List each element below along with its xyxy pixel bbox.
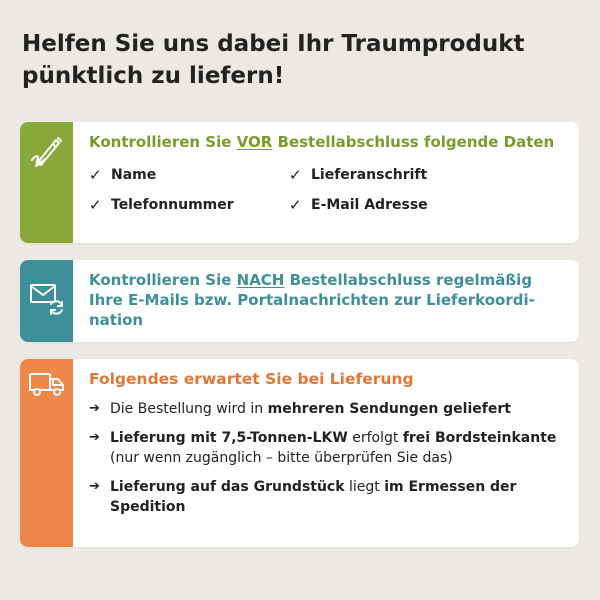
bullet-text [110,477,569,517]
bullet-text [110,399,511,419]
title-emphasis: NACH [236,271,285,289]
check-item-name [89,165,289,185]
card-title [89,270,569,330]
check-icon: ✓ [289,196,302,214]
arrow-icon: ➔ [89,401,100,416]
title-emphasis: VOR [236,133,273,151]
check-icon: ✓ [89,166,102,184]
card-title [89,132,569,152]
card-side-bar [20,260,73,342]
delivery-expectations-card [20,359,579,547]
bullet-segment-bold: Lieferung auf das Grundstück [110,479,345,495]
bullet-segment-bold: im Ermessen der Spedition [110,479,517,515]
card-side-bar [20,359,73,547]
bullet-segment: Die Bestellung wird in [110,401,268,417]
title-text: Bestellabschluss folgende Daten [272,133,555,151]
check-after-order-card [20,260,579,342]
title-text: Kontrollieren Sie [89,271,237,289]
check-item-phone [89,195,289,215]
bullet-segment-bold: mehreren Sendungen geliefert [267,401,511,417]
bullet-segment: liegt [344,479,385,495]
check-label: E-Mail Adresse [311,197,428,213]
headline-line-1: Helfen Sie uns dabei Ihr Traumprodukt [22,31,525,57]
check-before-order-card [20,122,579,243]
bullet-segment-bold: frei Bordsteinkante [402,430,557,446]
headline-line-2: pünktlich zu liefern! [22,63,285,89]
arrow-icon: ➔ [89,479,100,494]
pen-signature-icon [28,132,66,243]
headline [22,28,582,92]
bullet-segment: erfolgt [347,430,403,446]
bullet-text [110,428,569,468]
bullet-segment-bold: Lieferung mit 7,5-Tonnen-LKW [110,430,348,446]
card-body [89,369,569,526]
checklist [89,165,569,215]
bullet-segment: (nur wenn zugänglich – bitte überprüfen Sie das) [110,450,453,466]
card-body [89,132,569,215]
mail-sync-icon [29,282,65,342]
bullet-item [89,399,569,419]
bullet-list [89,399,569,517]
check-label: Name [111,167,157,183]
bullet-item [89,428,569,468]
bullet-item [89,477,569,517]
title-text: Kontrollieren Sie [89,133,237,151]
card-side-bar [20,122,73,243]
check-item-email [289,195,489,215]
arrow-icon: ➔ [89,430,100,445]
check-label: Telefonnummer [111,197,234,213]
check-icon: ✓ [89,196,102,214]
title-text: Bestellabschluss regelmäßig Ihre E-Mails bzw. Portalnachrichten zur Lieferkoordi-nation [89,271,535,329]
card-title: Folgendes erwartet Sie bei Lieferung [89,370,414,388]
check-icon: ✓ [289,166,302,184]
check-item-address [289,165,489,185]
card-body [89,270,569,330]
check-label: Lieferanschrift [311,167,428,183]
delivery-truck-icon [28,369,66,547]
